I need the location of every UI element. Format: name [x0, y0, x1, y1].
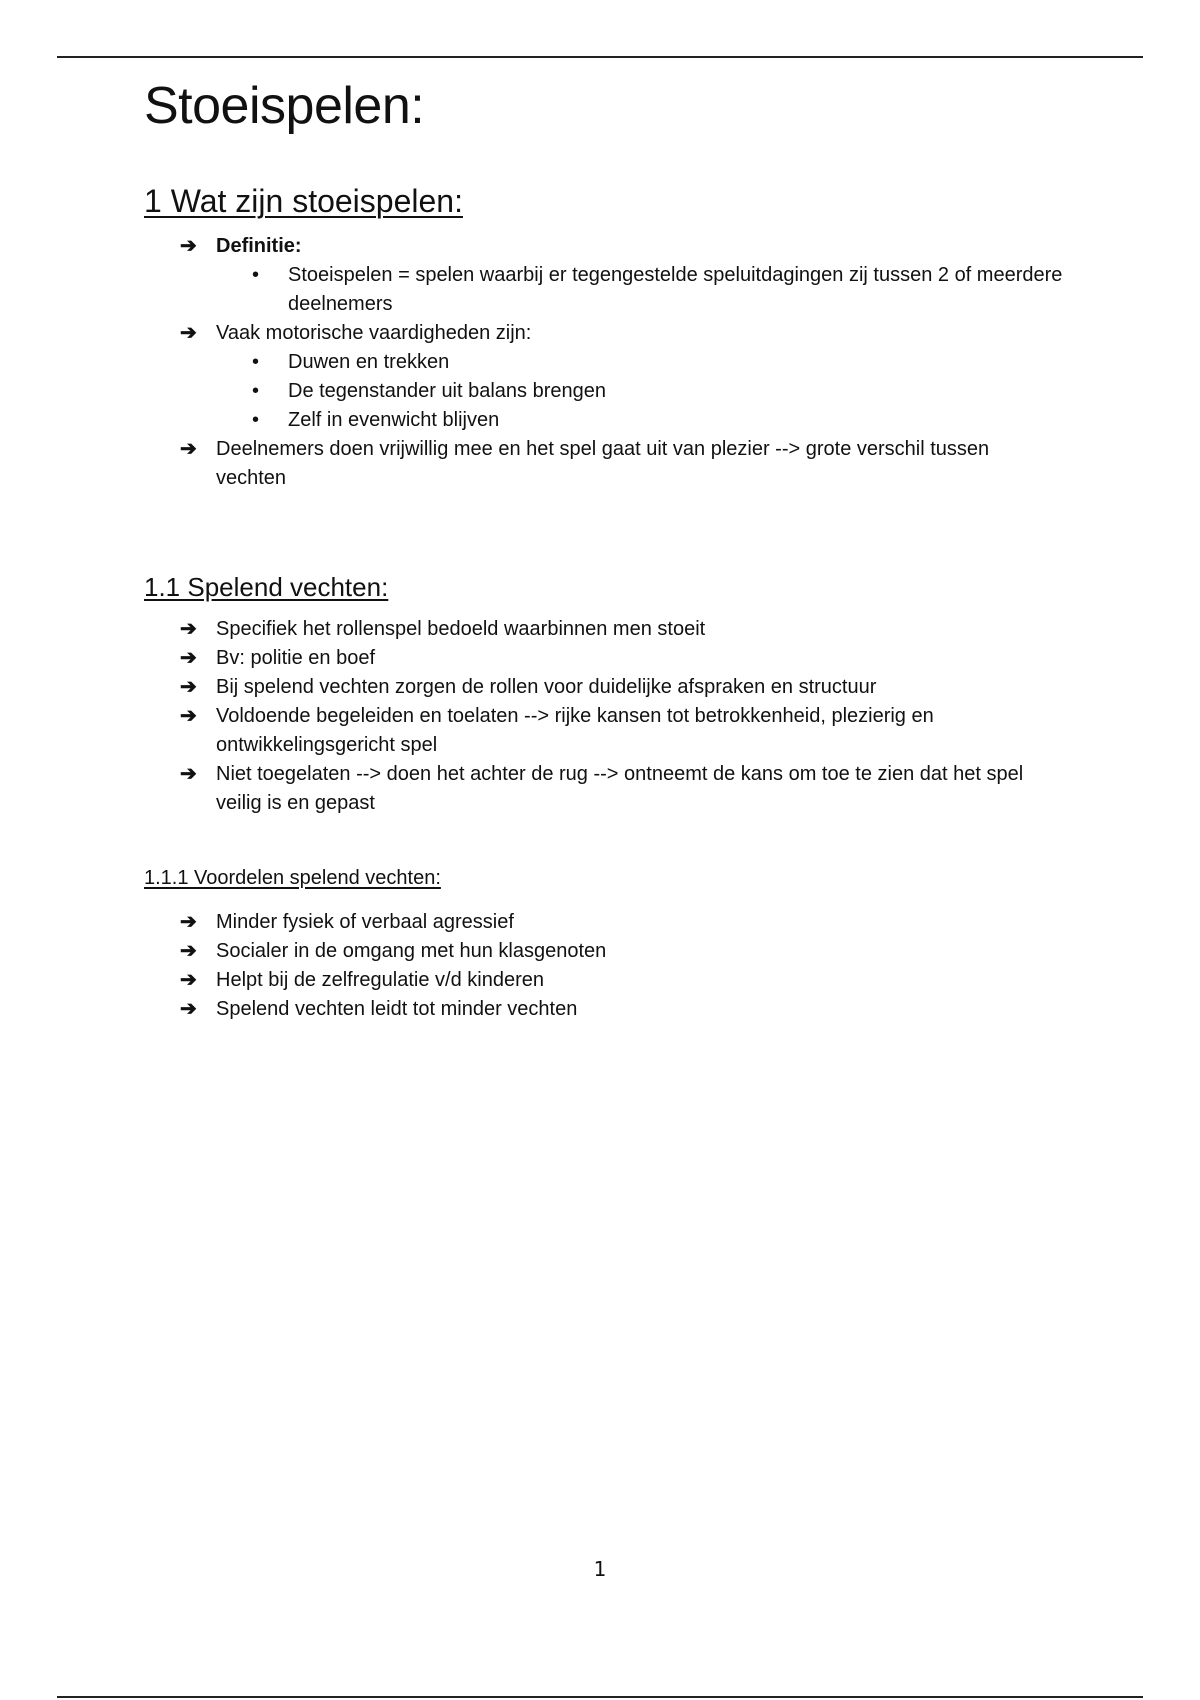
list-item	[144, 673, 1064, 702]
item-text: Helpt bij de zelfregulatie v/d kinderen	[216, 969, 544, 991]
document-title: Stoeispelen:	[144, 77, 425, 135]
list-item	[144, 644, 1064, 673]
footer-rule	[57, 1696, 1143, 1698]
arrow-icon: ➔	[180, 322, 197, 344]
list-wat-zijn-stoeispelen	[144, 232, 1064, 493]
vaardigheden-label: Vaak motorische vaardigheden zijn:	[216, 322, 532, 344]
list-spelend-vechten	[144, 615, 1064, 818]
arrow-icon: ➔	[180, 763, 197, 785]
definitie-label: Definitie:	[216, 235, 302, 257]
arrow-icon: ➔	[180, 235, 197, 257]
deelnemers-text: Deelnemers doen vrijwillig mee en het spel gaat uit van plezier --> grote verschil tussen vechten	[216, 438, 990, 489]
item-text: Socialer in de omgang met hun klasgenoten	[216, 940, 607, 962]
arrow-icon: ➔	[180, 705, 197, 727]
list-item	[144, 702, 1064, 760]
vaardigheid-text: Zelf in evenwicht blijven	[288, 409, 500, 431]
item-text: Bij spelend vechten zorgen de rollen voor duidelijke afspraken en structuur	[216, 676, 877, 698]
arrow-icon: ➔	[180, 969, 197, 991]
document-body	[144, 70, 1064, 1024]
list-item	[144, 377, 1064, 406]
vaardigheden-sublist	[144, 348, 1064, 435]
list-item	[144, 406, 1064, 435]
bullet-icon: •	[252, 351, 260, 373]
arrow-icon: ➔	[180, 647, 197, 669]
arrow-icon: ➔	[180, 676, 197, 698]
arrow-icon: ➔	[180, 438, 197, 460]
header-rule	[57, 56, 1143, 58]
bullet-icon: •	[252, 380, 260, 402]
vaardigheid-text: Duwen en trekken	[288, 351, 450, 373]
bullet-icon: •	[252, 264, 260, 286]
list-item	[144, 937, 1064, 966]
heading-voordelen-spelend-vechten: 1.1.1 Voordelen spelend vechten:	[144, 867, 441, 889]
list-item	[144, 232, 1064, 319]
item-text: Spelend vechten leidt tot minder vechten	[216, 998, 578, 1020]
list-item	[144, 908, 1064, 937]
definitie-sublist	[144, 261, 1064, 319]
item-text: Niet toegelaten --> doen het achter de rug --> ontneemt de kans om toe te zien dat het spel veilig is en gepast	[216, 763, 1024, 814]
heading-spelend-vechten: 1.1 Spelend vechten:	[144, 572, 389, 602]
page-number: 1	[593, 1557, 607, 1581]
list-item	[144, 615, 1064, 644]
vaardigheid-text: De tegenstander uit balans brengen	[288, 380, 607, 402]
arrow-icon: ➔	[180, 911, 197, 933]
definitie-text: Stoeispelen = spelen waarbij er tegengestelde speluitdagingen zij tussen 2 of meerdere deelnemers	[288, 264, 1063, 315]
list-item	[144, 435, 1064, 493]
item-text: Minder fysiek of verbaal agressief	[216, 911, 514, 933]
list-item	[144, 760, 1064, 818]
list-item	[144, 261, 1064, 319]
arrow-icon: ➔	[180, 618, 197, 640]
item-text: Specifiek het rollenspel bedoeld waarbinnen men stoeit	[216, 618, 706, 640]
list-item	[144, 966, 1064, 995]
item-text: Voldoende begeleiden en toelaten --> rijke kansen tot betrokkenheid, plezierig en ontwikkelingsgericht spel	[216, 705, 934, 756]
arrow-icon: ➔	[180, 940, 197, 962]
bullet-icon: •	[252, 409, 260, 431]
item-text: Bv: politie en boef	[216, 647, 375, 669]
list-item	[144, 348, 1064, 377]
arrow-icon: ➔	[180, 998, 197, 1020]
heading-wat-zijn-stoeispelen: 1 Wat zijn stoeispelen:	[144, 183, 463, 219]
list-item	[144, 319, 1064, 435]
list-item	[144, 995, 1064, 1024]
list-voordelen	[144, 908, 1064, 1024]
